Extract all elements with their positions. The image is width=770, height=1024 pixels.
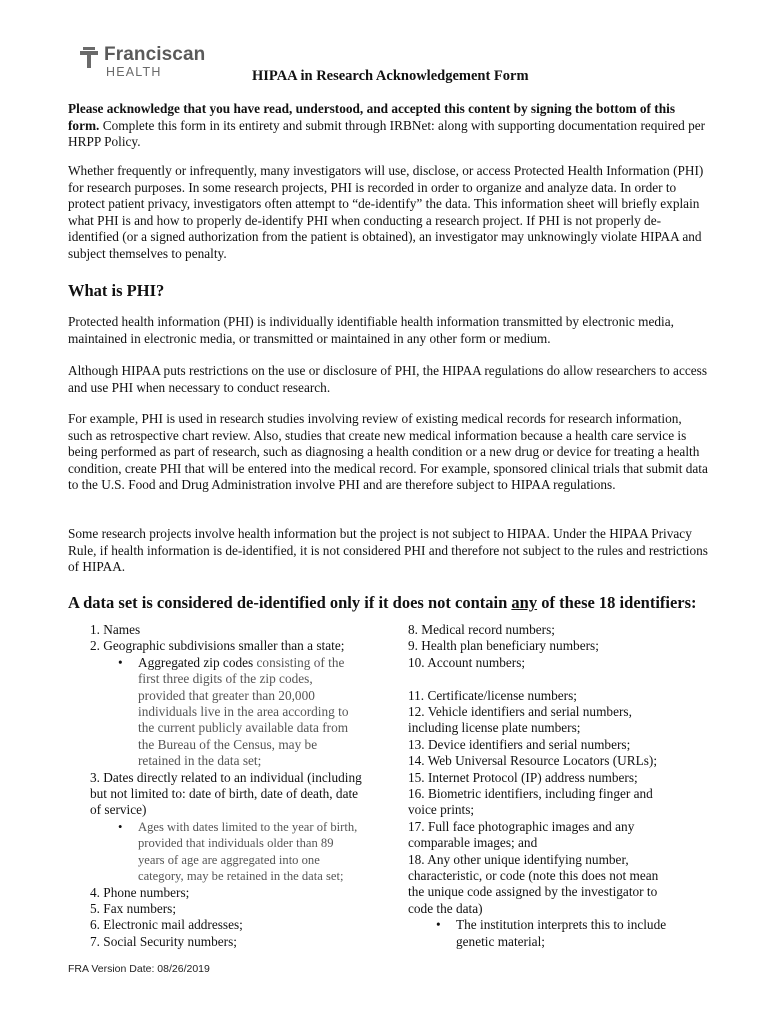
paragraph-hipaa-restrictions: Although HIPAA puts restrictions on the use or disclosure of PHI, the HIPAA regulations do allow researchers to access and use PHI when necessary to conduct research. [68,363,708,395]
logo-sub-name: HEALTH [106,65,162,79]
heading-what-is-phi: What is PHI? [68,281,165,300]
identifier-item: 8. Medical record numbers; [408,622,555,637]
identifier-item: 3. Dates directly related to an individual (including but not limited to: date of birth, date of death, date of service) [90,769,362,818]
identifier-item: 4. Phone numbers; [90,884,190,900]
identifier-item: 10. Account numbers; [408,654,526,670]
franciscan-health-logo [76,44,216,84]
identifier-item: 1. Names [90,622,141,637]
identifiers-right-column [408,622,676,950]
logo-brand-name: Franciscan [104,44,206,65]
identifier-item: 16. Biometric identifiers, including finger and voice prints; [408,786,653,818]
spacer [408,671,676,687]
heading-text-after: of these 18 identifiers: [537,593,697,612]
intro-paragraph [68,101,708,151]
identifier-item: 5. Fax numbers; [90,900,177,916]
identifier-item: 9. Health plan beneficiary numbers; [408,638,599,654]
paragraph-phi-example: For example, PHI is used in research studies involving review of existing medical records for research information, such as retrospective chart review. Also, studies that create new medical information because a health care service is being performed as part of research, such as diagnosing a health condition or a new drug or device for treating a health condition, create PHI that will be entered into the medical record. For example, sponsored clinical trials that submit data to the U.S. Food and Drug Administration involve PHI and are therefore subject to HIPAA regulations. [68,411,708,492]
identifier-item: 15. Internet Protocol (IP) address numbers; [408,769,638,785]
identifier-item: 17. Full face photographic images and any comparable images; and [408,818,635,851]
heading-underlined-word: any [511,593,538,612]
franciscan-cross-icon [78,46,100,70]
identifier-subbullet [90,655,360,770]
paragraph-overview: Whether frequently or infrequently, many investigators will use, disclose, or access Protected Health Information (PHI) for research purposes. In some research projects, PHI is recorded in order to organize and analyze data. In order to protect patient privacy, investigators often attempt to “de-identify” the data. This information sheet will briefly explain what PHI is and how to properly de-identify PHI when conducting a research project. If PHI is not properly de-identified (or a signed authorization from the patient is obtained), an investigator may unknowingly violate HIPAA and subject themselves to penalty. [68,163,704,261]
identifier-item: 14. Web Universal Resource Locators (URLs); [408,753,658,769]
subbullet-lead: Aggregated zip codes [138,654,257,670]
paragraph-phi-definition: Protected health information (PHI) is individually identifiable health information transmitted by electronic media, maintained in electronic media, or transmitted or maintained in any other form or medium. [68,314,674,346]
identifier-item: 2. Geographic subdivisions smaller than a state; [90,638,345,654]
intro-rest-text: Complete this form in its entirety and submit through IRBNet: along with supporting documentation required per HRPP Policy. [68,117,706,149]
identifiers-left-column [90,622,370,950]
identifier-item: 12. Vehicle identifiers and serial numbers, including license plate numbers; [408,704,632,736]
identifier-item: 6. Electronic mail addresses; [90,917,243,933]
identifier-subbullet: • Ages with dates limited to the year of birth, provided that individuals older than 89 years of age are aggregated into one category, may be retained in the data set; [90,819,360,885]
page-title: HIPAA in Research Acknowledgement Form [252,68,529,84]
identifier-item: 7. Social Security numbers; [90,933,237,949]
identifier-subbullet: • The institution interprets this to include genetic material; [408,917,676,950]
heading-18-identifiers [68,593,697,613]
footer-version-date: FRA Version Date: 08/26/2019 [68,963,210,975]
identifier-item: 18. Any other unique identifying number, characteristic, or code (note this does not mean the unique code assigned by the investigator to code the data) [408,851,659,916]
intro-bold-text: Please acknowledge that you have read, understood, and accepted this content by signing the bottom of this form. [68,101,676,133]
subbullet-rest: consisting of the first three digits of the zip codes, provided that greater than 20,000 individuals live in the area according to the current publicly available data from the Bureau of the Census, may be retained in the data set; [138,654,349,769]
paragraph-deidentified: Some research projects involve health information but the project is not subject to HIPAA. Under the HIPAA Privacy Rule, if health information is de-identified, it is not considered PHI and therefore not subject to the rules and restrictions of HIPAA. [68,526,708,574]
identifier-item: 11. Certificate/license numbers; [408,687,577,703]
identifier-item: 13. Device identifiers and serial numbers; [408,736,631,752]
heading-text-before: A data set is considered de-identified only if it does not contain [68,593,512,612]
